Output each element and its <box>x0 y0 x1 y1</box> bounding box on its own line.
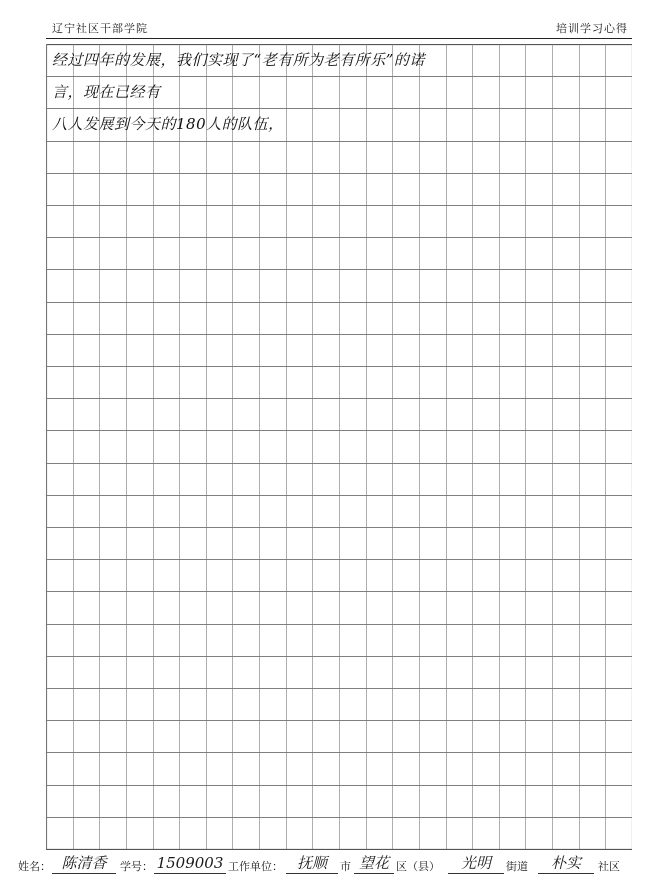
handwritten-line <box>46 753 632 785</box>
street-value: 光明 <box>448 853 504 874</box>
city-value: 抚顺 <box>286 853 338 874</box>
handwritten-line <box>46 367 632 399</box>
handwritten-line <box>46 786 632 818</box>
writing-grid <box>46 44 632 850</box>
handwritten-line <box>46 335 632 367</box>
handwritten-line <box>46 592 632 624</box>
work-unit-label: 工作单位： <box>228 860 283 873</box>
handwritten-line <box>46 625 632 657</box>
name-value: 陈清香 <box>52 853 116 874</box>
college-header: 辽宁社区干部学院 <box>52 22 148 35</box>
handwritten-line <box>46 721 632 753</box>
handwritten-line <box>46 431 632 463</box>
community-value: 朴实 <box>538 853 594 874</box>
name-label: 姓名： <box>18 860 51 873</box>
handwritten-line <box>46 818 632 850</box>
student-id-value: 1509003 <box>154 853 226 874</box>
community-suffix: 社区 <box>598 860 620 873</box>
district-value: 望花 <box>354 853 394 874</box>
handwritten-line <box>46 399 632 431</box>
handwritten-line: 言，现在已经有 <box>52 83 161 101</box>
district-suffix: 区（县） <box>396 860 440 873</box>
city-suffix: 市 <box>340 860 351 873</box>
header-divider <box>46 38 632 39</box>
handwritten-line <box>46 657 632 689</box>
handwritten-line <box>46 206 632 238</box>
handwritten-line <box>46 238 632 270</box>
handwritten-line <box>46 689 632 721</box>
handwritten-line <box>46 464 632 496</box>
document-type-header: 培训学习心得 <box>556 22 628 35</box>
handwritten-line: 经过四年的发展，我们实现了“老有所为老有所乐”的诺 <box>52 51 425 69</box>
handwritten-line <box>46 528 632 560</box>
handwritten-line <box>46 142 632 174</box>
footer-info <box>18 853 638 877</box>
handwritten-line: 八人发展到今天的180人的队伍， <box>52 115 284 133</box>
handwritten-line <box>46 496 632 528</box>
handwritten-line <box>46 560 632 592</box>
handwritten-line <box>46 270 632 302</box>
student-id-label: 学号： <box>120 860 153 873</box>
handwritten-line <box>46 174 632 206</box>
street-suffix: 街道 <box>506 860 528 873</box>
handwritten-line <box>46 303 632 335</box>
